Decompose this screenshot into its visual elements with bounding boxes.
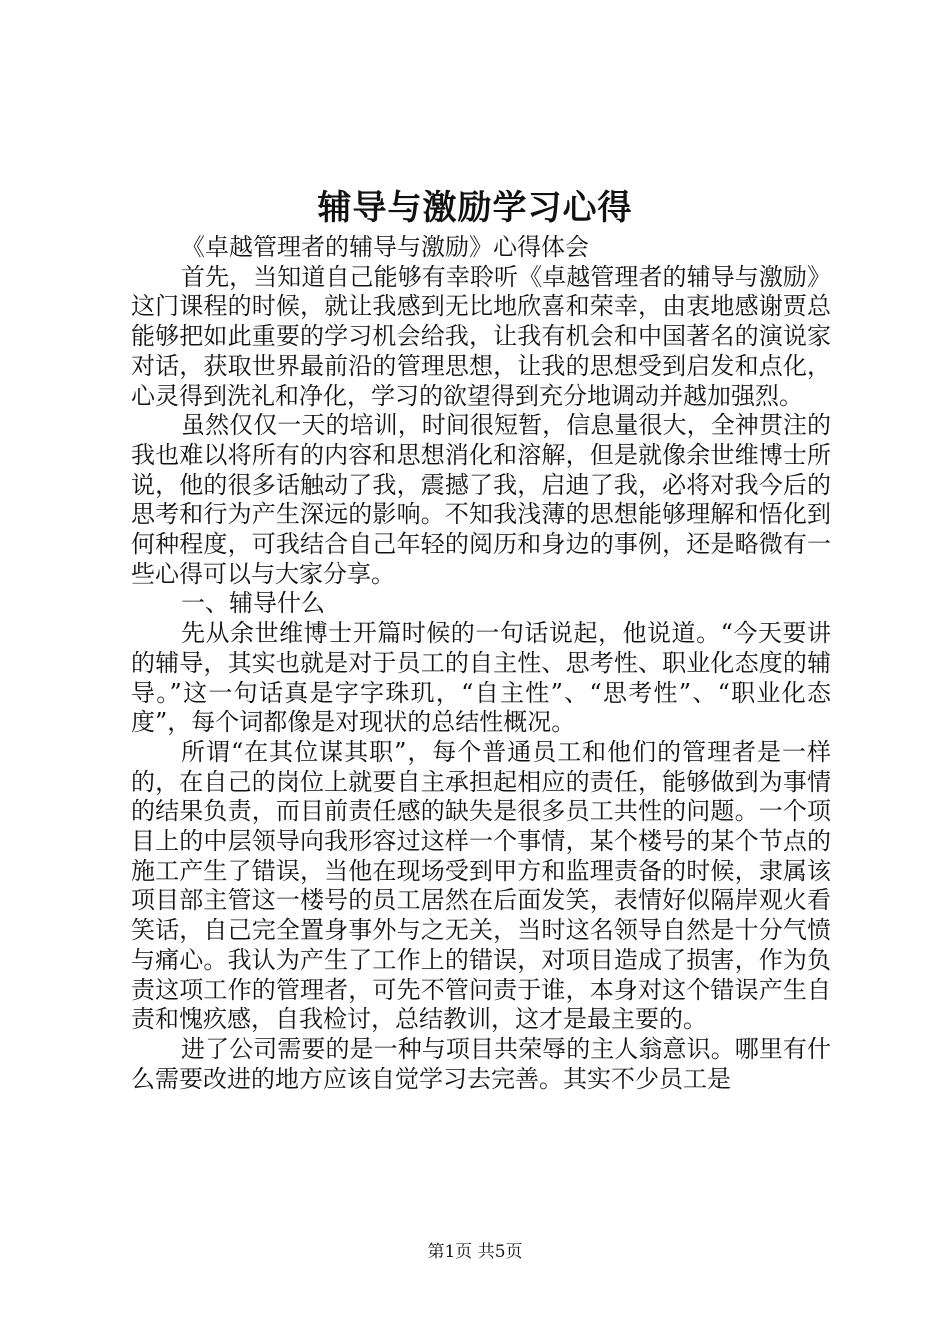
paragraph: 先从余世维博士开篇时候的一句话说起，他说道。“今天要讲的辅导，其实也就是对于员工的自主性、思考性、职业化态度的辅导。”这一句话真是字字珠玑，“自主性”、“思考性”、“职业化态度”，每个词都像是对现状的总结性概况。 — [131, 619, 831, 737]
paragraph-subtitle: 《卓越管理者的辅导与激励》心得体会 — [181, 233, 589, 261]
paragraph: 所谓“在其位谋其职”，每个普通员工和他们的管理者是一样的，在自己的岗位上就要自主承担起相应的责任，能够做到为事情的结果负责，而目前责任感的缺失是很多员工共性的问题。一个项目上的中层领导向我形容过这样一个事情，某个楼号的某个节点的施工产生了错误，当他在现场受到甲方和监理责备的时候，隶属该项目部主管这一楼号的员工居然在后面发笑，表情好似隔岸观火看笑话，自己完全置身事外与之无关，当时这名领导自然是十分气愤与痛心。我认为产生了工作上的错误，对项目造成了损害，作为负责这项工作的管理者，可先不管问责于谁，本身对这个错误产生自责和愧疚感，自我检讨，总结教训，这才是最主要的。 — [131, 737, 831, 1034]
paragraph: 进了公司需要的是一种与项目共荣辱的主人翁意识。哪里有什么需要改进的地方应该自觉学习去完善。其实不少员工是 — [131, 1034, 831, 1093]
paragraph: 虽然仅仅一天的培训，时间很短暂，信息量很大，全神贯注的我也难以将所有的内容和思想消化和溶解，但是就像余世维博士所说，他的很多话触动了我，震撼了我，启迪了我，必将对我今后的思考和行为产生深远的影响。不知我浅薄的思想能够理解和悟化到何种程度，可我结合自己年轻的阅历和身边的事例，还是略微有一些心得可以与大家分享。 — [131, 411, 831, 588]
document-body — [131, 233, 831, 1094]
paragraph: 首先，当知道自己能够有幸聆听《卓越管理者的辅导与激励》这门课程的时候，就让我感到无比地欣喜和荣幸，由衷地感谢贾总能够把如此重要的学习机会给我，让我有机会和中国著名的演说家对话，获取世界最前沿的管理思想，让我的思想受到启发和点化，心灵得到洗礼和净化，学习的欲望得到充分地调动并越加强烈。 — [131, 262, 831, 410]
page-footer: 第1页 共5页 — [427, 1242, 523, 1262]
section-heading: 一、辅导什么 — [181, 589, 325, 618]
document-title: 辅导与激励学习心得 — [317, 188, 633, 228]
